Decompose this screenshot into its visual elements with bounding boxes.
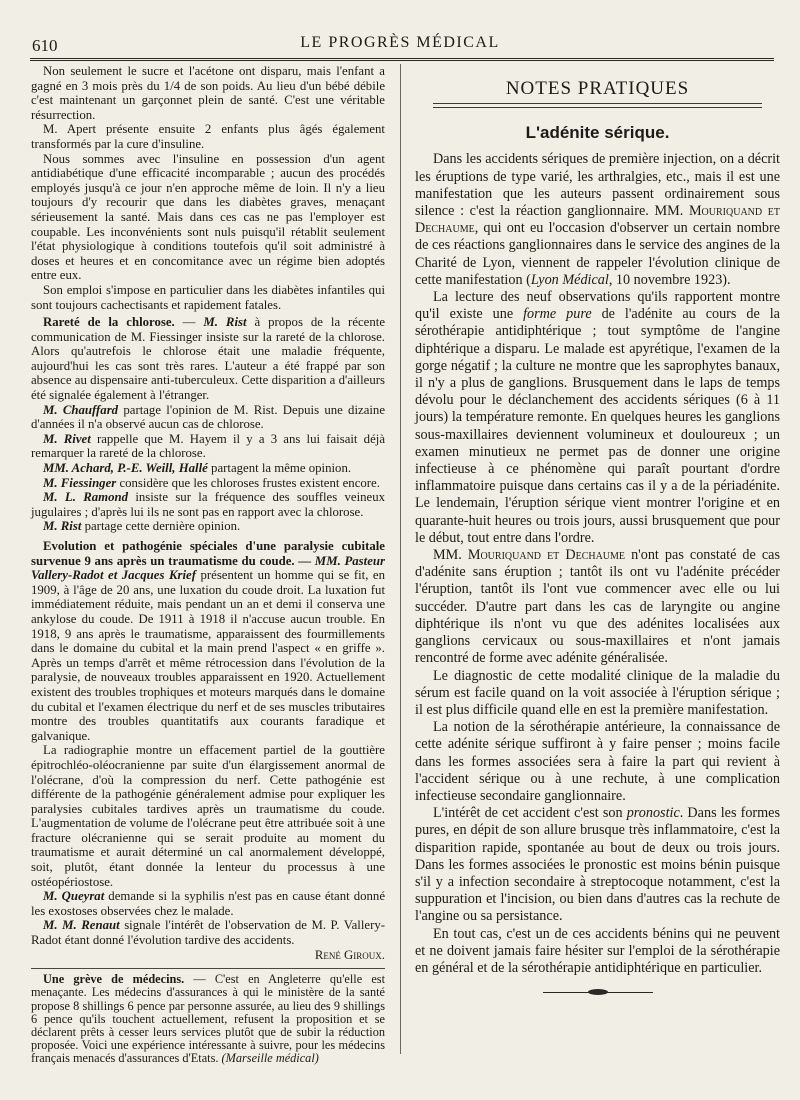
speaker-name: M. Queyrat	[43, 889, 105, 904]
speaker-name: M. Fiessinger	[43, 475, 117, 490]
paragraph: Le diagnostic de cette modalité clinique de la maladie du sérum est facile quand on la voit associée à l'éruption sérique ; il est plus difficile quand elle en est la première manifestation.	[415, 667, 780, 718]
rarete-paragraph: Rareté de la chlorose. — M. Rist à propos de la récente communication de M. Fiessinger insiste sur la rareté de la chlorose. Alors qu'autrefois le chlorose était une maladie fréquente, aujourd'hui les cas sont très rares. L'auteur a été frappé par son absence au dispensaire anti-tuberculeux. Cette disparition a d'ailleurs été signalée également à l'étranger.	[31, 315, 385, 403]
paragraph-text: rappelle que M. Hayem il y a 3 ans lui faisait déjà remarquer la rareté de la chlorose.	[31, 431, 385, 461]
footnote-rule	[31, 968, 385, 969]
paragraph: Dans les accidents sériques de première injection, on a décrit les éruptions de type varié, les arthralgies, etc., mais il est une manifestation que les auteurs passent ordinairement sous silence : c'est la réaction ganglionnaire. MM. Mouriquand et Dechaume, qui ont eu l'occasion d'observer un certain nombre de ces réactions ganglionnaires dans le service des angines de la Charité de Lyon, viennent de rappeler l'évolution clinique de cette manifestation (Lyon Médical, 10 novembre 1923).	[415, 151, 780, 288]
emphasis: pronostic	[626, 805, 680, 822]
header-rule	[30, 58, 774, 61]
citation: Lyon Médical	[530, 271, 609, 288]
paragraph: En tout cas, c'est un de ces accidents bénins qui ne peuvent et ne doivent jamais faire hésiter sur l'emploi de la sérothérapie en général et de la sérothérapie antidiphtérique en particulier.	[415, 925, 780, 976]
speaker-name: — MM. Pasteur Vallery-Radot et Jacques Krief	[31, 553, 385, 583]
section-title: NOTES PRATIQUES	[505, 78, 690, 99]
paragraph	[31, 490, 385, 519]
paragraph-text: partage cette dernière opinion.	[81, 519, 241, 534]
emphasis: forme pure	[523, 306, 592, 323]
end-ornament	[543, 989, 653, 997]
speaker-name: MM. Achard, P.-E. Weill, Hallé	[43, 461, 208, 476]
speaker-name: M. Rist	[43, 519, 82, 534]
section-heading: Evolution et pathogénie spéciales d'une paralysie cubitale survenue 9 ans après un traumatisme du coude.	[31, 539, 385, 568]
paragraph: M. Apert présente ensuite 2 enfants plus âgés également transformés par la cure d'insuline.	[31, 122, 385, 151]
paragraph	[31, 403, 385, 432]
paragraph	[31, 432, 385, 461]
section-heading: Rareté de la chlorose.	[43, 315, 175, 330]
news-text: — C'est en Angleterre qu'elle est menaçante. Les médecins d'assurances à qui le ministère de la santé propose 8 shillings 6 pence par personne assurée, au lieu des 9 shillings 6 pence qu'ils touchent actuellement, refusent la proposition et se déclarent prêts à cesser leurs services plutôt que de subir la réduction proposée. Voici une expérience intéressante à suivre, pour les médecins français menacés d'assurances d'Etats.	[31, 972, 385, 1066]
paragraph	[31, 476, 385, 491]
paragraph-text: insiste sur la fréquence des souffles veineux jugulaires ; d'après lui ils ne sont pas en rapport avec la chlorose.	[31, 490, 386, 519]
right-column	[415, 64, 780, 997]
left-column	[31, 64, 385, 1066]
paragraph: Nous sommes avec l'insuline en possession d'un agent antidiabétique d'une efficacité incomparable ; aucun des procédés employés jusqu'à ce jour n'en approche même de loin. Il n'y a lieu toujours d'y recourir que dans les diabètes graves, menaçant sérieusement la santé. Mais dans ces cas ne pas l'employer est coupable. Les inconvénients sont nuls puisqu'il rétablit seulement l'état physiologique à conditions toutefois qu'il soit administré à doses et heures et en concomitance avec un régime bien adoptés entre eux.	[31, 151, 385, 283]
speaker-name: M. Rist	[203, 315, 247, 330]
news-item	[31, 973, 385, 1065]
page-number: 610	[32, 36, 58, 55]
speaker-name: M. Chauffard	[43, 402, 119, 417]
paragraph-text: considère que les chloroses frustes existent encore.	[116, 475, 380, 490]
paragraph-text: présentent un homme qui se fit, en 1909, à l'âge de 20 ans, une luxation du coude droit. La luxation fut immédiatement réduite, mais pendant un an et demi il conserva une ankylose du coude. De 1911 à 1918 il n'accuse aucun trouble. En 1918, 9 ans après le traumatisme, apparaissent des fourmillements dans le domaine du cubital et la main prend l'aspect « en griffe ». Après un temps d'arrêt et même rétrocession dans l'évolution de la paralysie, de nouveaux troubles apparaissent en 1920. Actuellement existent des troubles trophiques et moteurs marqués dans le domaine du cubital et l'examen électrique du nerf et de ses muscles tributaires montre des troubles quantitatifs aux courants faradique et galvanique.	[31, 568, 386, 743]
column-divider	[400, 64, 401, 1054]
article-title: L'adénite sérique.	[525, 123, 670, 143]
paragraph: L'intérêt de cet accident c'est son pronostic. Dans les formes pures, en dépit de son allure brusque très inflammatoire, c'est la disparition rapide, spontanée au bout de deux ou trois jours. Dans les formes associées le pronostic est moins bénin puisque s'il y a infection secondaire à streptocoque notamment, c'est la suppuration et l'incision, ou bien dans d'autres cas la rechute de l'angine ou sa persistance.	[415, 805, 780, 925]
paragraph-text: partage l'opinion de M. Rist. Depuis une dizaine d'années il n'a observé aucun cas de chlorose.	[31, 402, 386, 432]
section-rule	[433, 103, 762, 108]
journal-title: LE PROGRÈS MÉDICAL	[300, 34, 500, 51]
author-signature: René Giroux.	[314, 947, 385, 962]
speaker-name: M. M. Renaut	[43, 918, 120, 933]
paragraph: Non seulement le sucre et l'acétone ont disparu, mais l'enfant a gagné en 3 mois près du 1/4 de son poids. Au lieu d'un bébé débile c'est maintenant un garçonnet plein de santé. C'est une véritable résurrection.	[31, 64, 385, 122]
speaker-name: M. L. Ramond	[43, 490, 129, 505]
paragraph	[31, 461, 385, 476]
paragraph: La notion de la sérothérapie antérieure, la connaissance de cette adénite sérique suffiront à y faire penser ; moins facile dans les formes associées sera à faire la part qui revient à l'accident sérique ou à une rechute, à une complication infectieuse secondaire ganglionnaire.	[415, 719, 780, 804]
author-names: Mouriquand et Dechaume	[467, 547, 626, 564]
news-source: (Marseille médical)	[221, 1051, 319, 1066]
paragraph	[31, 889, 385, 918]
paragraph: La radiographie montre un effacement partiel de la gouttière épitrochléo-oléocranienne par suite d'un élargissement anormal de l'olécrane, d'où la compression du nerf. Cette pathogénie est différente de la pathogénie généralement admise pour expliquer les paralysies cubitales tardives après un traumatisme du coude. L'augmentation de volume de l'olécrane peut être attribuée soit à une fracture olécranienne qui se serait produite au moment du traumatisme et aurait déterminé un cal anormalement développé, soit, plutôt, étant donnée la lenteur du processus à une ostéopériostose.	[31, 743, 385, 889]
paragraph-text: signale l'intérêt de l'observation de M. P. Vallery-Radot étant donné l'évolution tardive des accidents.	[31, 918, 385, 948]
author-names: Mouriquand et Dechaume	[415, 203, 780, 237]
paragraph-text: demande si la syphilis n'est pas en cause étant donné les exostoses observées chez le malade.	[31, 889, 385, 918]
paragraph	[31, 918, 385, 947]
paragraph: Son emploi s'impose en particulier dans les diabètes infantiles qui sont toujours cachectisants et rapidement fatales.	[31, 282, 385, 312]
paragraph: MM. Mouriquand et Dechaume n'ont pas constaté de cas d'adénite sans éruption ; tantôt ils ont vu l'adénite précéder l'éruption, tantôt ils l'ont vue commencer avec elle ou lui succéder. D'autre part dans les cas de laryngite ou angine diphtérique ils n'ont vu que des adénites localisées aux ganglions cervicaux ou sous-maxillaires et n'ont jamais rencontré de forme avec adénite généralisée.	[415, 547, 780, 667]
paragraph	[31, 519, 385, 534]
news-heading: Une grève de médecins.	[43, 972, 185, 987]
paragraph-text: à propos de la récente communication de M. Fiessinger insiste sur la rareté de la chlorose. Alors qu'autrefois le chlorose était une maladie fréquente, aujourd'hui les cas sont très rares. L'auteur a été frappé par son absence au dispensaire anti-tuberculeux. Cette disparition a d'ailleurs été signalée également à l'étranger.	[31, 315, 385, 403]
paragraph-text: partagent la même opinion.	[207, 461, 352, 476]
speaker-name: M. Rivet	[43, 431, 91, 446]
evolution-paragraph	[31, 539, 385, 743]
paragraph: La lecture des neuf observations qu'ils rapportent montre qu'il existe une forme pure de l'adénite au cours de la sérothérapie antidiphtérique ; tout symptôme de l'angine diphtérique a disparu. Le malade est apyrétique, l'examen de la gorge négatif ; la culture ne montre que les saprophytes banaux, il n'y a plus de ganglions. Brusquement dans le laps de temps dévolu pour le déclanchement des accidents sériques (6 à 11 jours) la température remonte. En quelques heures les ganglions sous-maxillaires deviennent volumineux et douloureux ; un examen minutieux ne permet pas de donner une origine infectieuse à ce phénomène qui paraît pourtant d'ordre inflammatoire puisque dans certains cas il y a de la périadénite. Le lendemain, l'éruption sérique vient montrer l'origine et en quarante-huit heures ou trois jours, aussi brusquement que pour le début, tout entre dans l'ordre.	[415, 289, 780, 546]
